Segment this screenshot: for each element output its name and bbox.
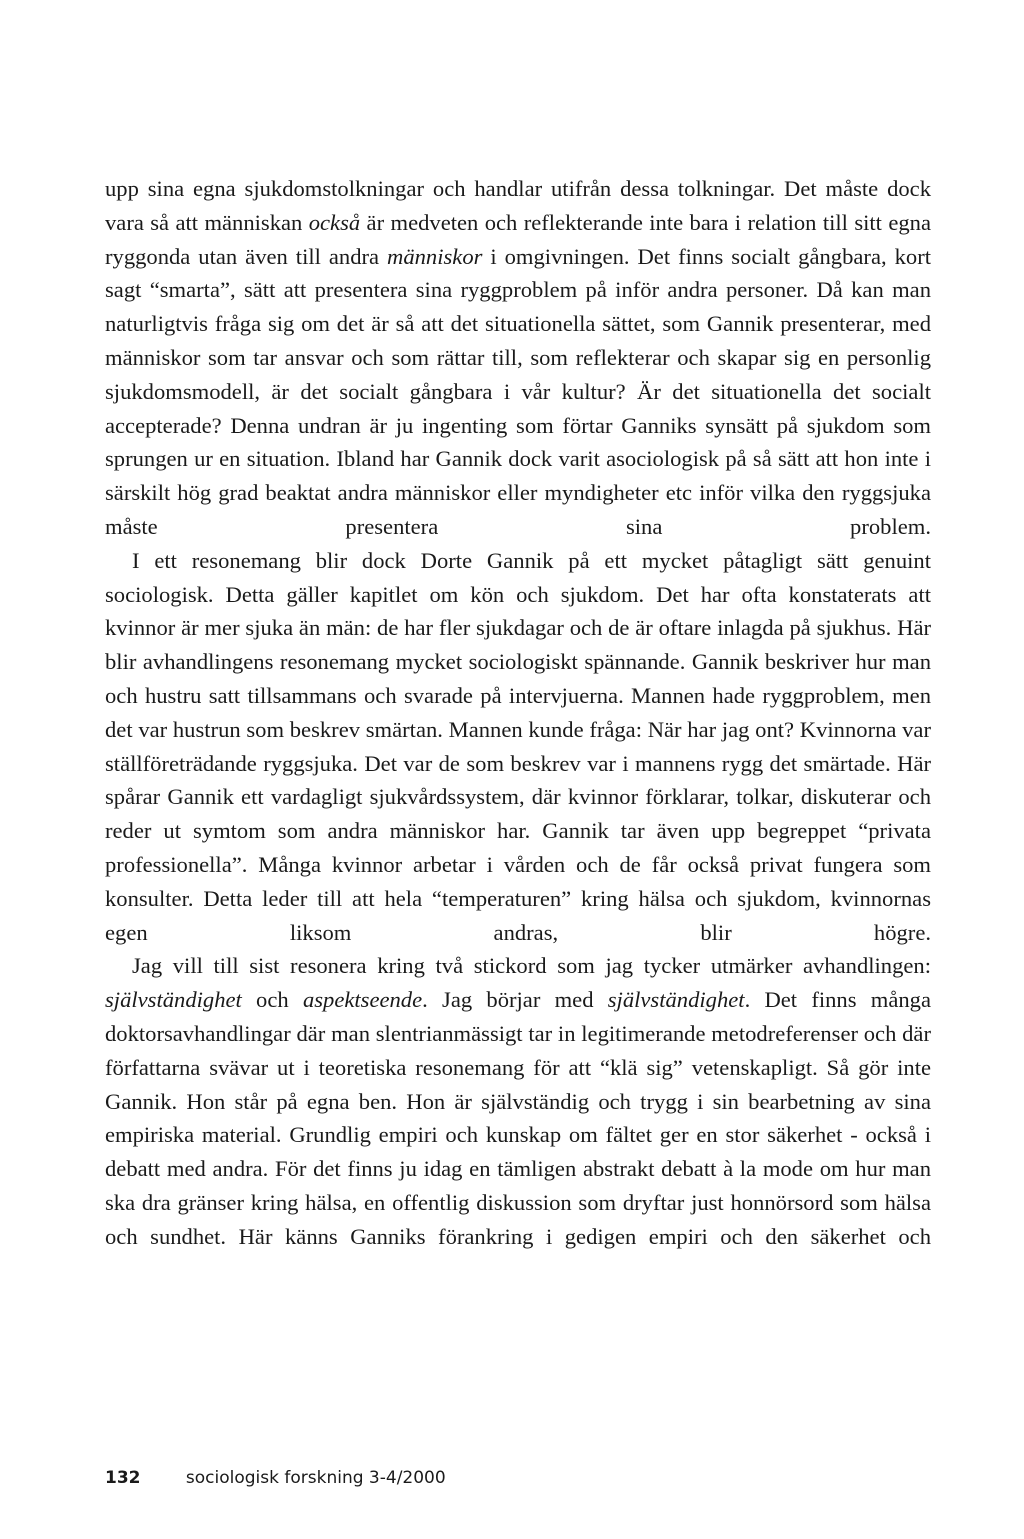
emphasis-text: människor xyxy=(387,243,483,269)
body-text xyxy=(105,172,931,1254)
text-run: Jag vill till sist resonera kring två stickord som jag tycker utmärker avhandlingen: xyxy=(132,953,931,979)
text-run: I ett resonemang blir dock Dorte Gannik på ett mycket påtagligt sätt genuint sociologisk. Detta gäller kapitlet om kön och sjukdom. Det har ofta konstaterats att kvinnor är mer sjuka än män: de har fler sjukdagar och de är oftare inlagda på sjukhus. Här blir avhandlingens resonemang mycket sociologiskt spännande. Gannik beskriver hur man och hustru satt tillsammans och svarade på intervjuerna. Mannen hade ryggproblem, men det var hustrun som beskrev smärtan. Mannen kunde fråga: När har jag ont? Kvinnorna var ställföreträdande ryggsjuka. Det var de som beskrev var i mannens rygg det smärtade. Här spårar Gannik ett vardagligt sjukvårdssystem, där kvinnor förklarar, tolkar, diskuterar och reder ut symtom som andra människor har. Gannik tar även upp begreppet “privata professionella”. Många kvinnor arbetar i vården och de får också privat fungera som konsulter. Detta leder till att hela “temperaturen” kring hälsa och sjukdom, kvinnornas egen liksom andras, blir högre. xyxy=(105,547,931,945)
text-run: och xyxy=(241,987,303,1013)
journal-title: sociologisk forskning 3-4/2000 xyxy=(185,1468,446,1488)
text-run: . Det finns många doktorsavhandlingar där man slentrianmässigt tar in legitimerande metodreferenser och där författarna svävar ut i teoretiska resonemang för att “klä sig” vetenskapligt. Så gör inte Gannik. Hon står på egna ben. Hon är självständig och trygg i sin bearbetning av sina empiriska material. Grundlig empiri och kunskap om fältet ger en stor säkerhet - också i debatt med andra. För det finns ju idag en tämligen abstrakt debatt à la mode om hur man ska dra gränser kring hälsa, en offentlig diskussion som dryftar just honnörsord som hälsa och sundhet. Här känns Ganniks förankring i gedigen empiri och den säkerhet och xyxy=(105,987,931,1249)
emphasis-text: också xyxy=(308,209,361,235)
paragraph-3 xyxy=(105,949,931,1253)
emphasis-text: aspektseende xyxy=(302,987,423,1013)
paragraph-2 xyxy=(105,544,931,950)
text-run: . Jag börjar med xyxy=(422,987,608,1013)
emphasis-text: självständighet xyxy=(607,987,745,1013)
page-number: 132 xyxy=(105,1468,141,1488)
text-run: i omgivningen. Det finns socialt gångbara, kort sagt “smarta”, sätt att presentera sina ryggproblem på inför andra personer. Då kan man naturligtvis fråga sig om det är så att det situationella sättet, som Gannik presenterar, med människor som tar ansvar och som rättar till, som reflekterar och skapar sig en personlig sjukdomsmodell, är det socialt gångbara i vår kultur? Är det situationella det socialt accepterade? Denna undran är ju ingenting som förtar Ganniks synsätt på sjukdom som sprungen ur en situation. Ibland har Gannik dock varit asociologisk på så sätt att hon inte i särskilt hög grad beaktat andra människor eller myndigheter etc inför vilka den ryggsjuka måste presentera sina problem. xyxy=(105,243,931,539)
text-run: upp sina egna sjukdomstolkningar och handlar utifrån dessa tolkningar. Det måste dock vara så att människan xyxy=(105,176,931,235)
text-run: är medveten och reflekterande inte bara i relation till sitt egna ryggonda utan även till andra xyxy=(105,209,931,269)
emphasis-text: självständighet xyxy=(105,987,242,1013)
paragraph-1 xyxy=(105,172,931,544)
page-footer xyxy=(105,1468,446,1488)
